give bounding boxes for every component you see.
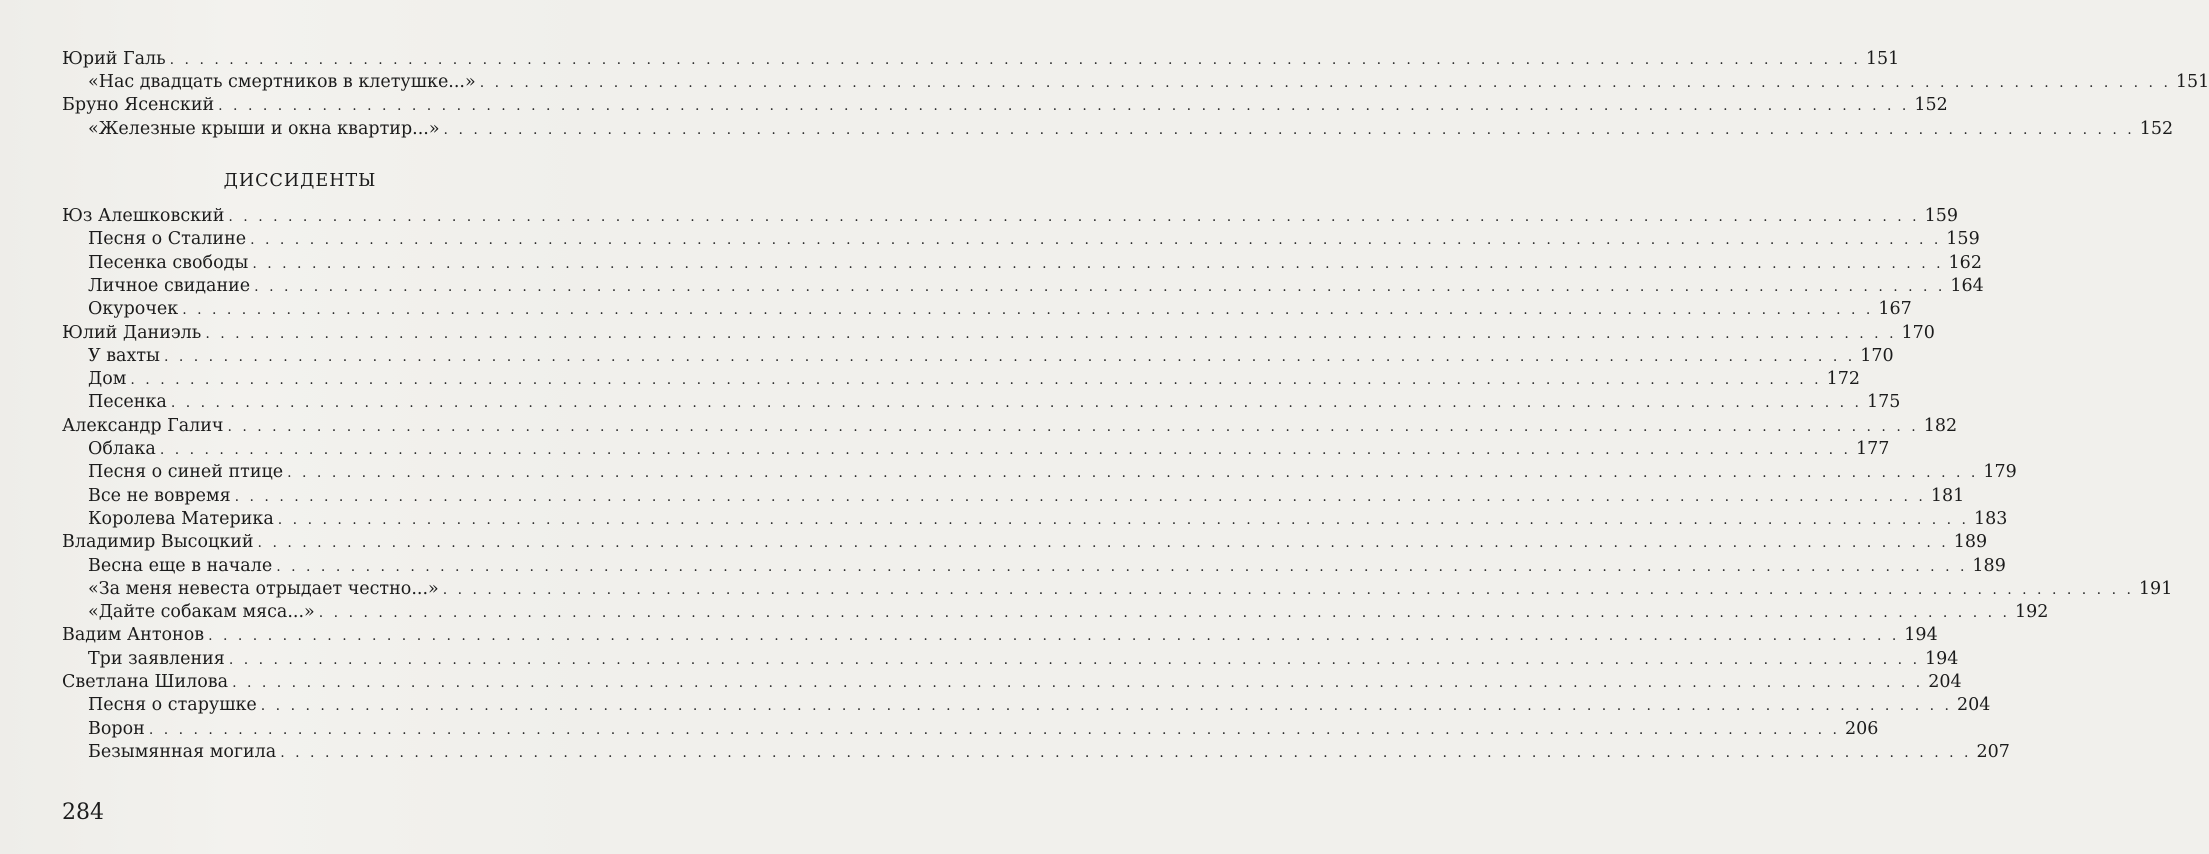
toc-entry-title: Ворон [88,718,145,739]
dot-leader: . . . . . . . . . . . . . . . . . . . . . . . . . . . . . . . . . . . . . . . . . . . . . . . . . . . . . . . . . . . . . . . . . . . . . . . . . . . . . . . . . . . . . . . . . . . . . . . . . . . . . . . . . . . . . . . . . . [257,535,1949,552]
toc-author-entry [62,94,1948,117]
toc-work-entry [88,578,2173,601]
toc-work-entry [88,345,1894,368]
toc-entry-title: Песенка [88,392,167,413]
toc-work-entry [88,694,1991,717]
toc-work-entry [88,368,1860,391]
toc-entry-page: 183 [1973,508,2008,529]
toc-entry-page: 206 [1845,718,1879,739]
toc-entry-title: Светлана Шилова [62,672,229,692]
toc-entry-title: Весна еще в начале [88,555,273,576]
dot-leader: . . . . . . . . . . . . . . . . . . . . . . . . . . . . . . . . . . . . . . . . . . . . . . . . . . . . . . . . . . . . . . . . . . . . . . . . . . . . . . . . . . . . . . . . . . . . . . . . . . . . . . . . . . . . . . . . . . [227,418,1919,435]
toc-work-entry [88,648,1959,671]
toc-entry-title: «Дайте собакам мяса...» [88,602,315,623]
toc-author-entry [62,415,1958,438]
toc-entry-page: 194 [1925,648,1959,669]
toc-work-entry [88,461,2017,484]
toc-entry-page: 167 [1878,299,1912,320]
toc-author-entry [62,205,1958,228]
toc-entry-page: 192 [2014,602,2049,623]
toc-entry-page: 162 [1948,252,1982,273]
toc-work-entry [88,118,2174,141]
dot-leader: . . . . . . . . . . . . . . . . . . . . . . . . . . . . . . . . . . . . . . . . . . . . . . . . . . . . . . . . . . . . . . . . . . . . . . . . . . . . . . . . . . . . . . . . . . . . . . . . . . . . . . . . . . . . . . . . . . [228,651,1921,668]
toc-work-entry [88,555,2006,578]
toc-entry-page: 204 [1928,672,1962,692]
toc-work-entry [88,298,1912,321]
toc-entry-title: Песня о синей птице [88,462,284,483]
toc-entry-page: 175 [1867,392,1901,413]
toc-work-entry [88,391,1901,414]
dot-leader: . . . . . . . . . . . . . . . . . . . . . . . . . . . . . . . . . . . . . . . . . . . . . . . . . . . . . . . . . . . . . . . . . . . . . . . . . . . . . . . . . . . . . . . . . . . . . . . . . . . . . . . . . . . . . . . . . . [169,52,1861,68]
toc-entry-title: Вадим Антонов [62,625,205,646]
toc-entry-title: Королева Материка [88,508,274,529]
toc-entry-page: 179 [1983,462,2017,483]
dot-leader: . . . . . . . . . . . . . . . . . . . . . . . . . . . . . . . . . . . . . . . . . . . . . . . . . . . . . . . . . . . . . . . . . . . . . . . . . . . . . . . . . . . . . . . . . . . . . . . . . . . . . . . . . . . . . . . . . . [276,558,1968,575]
toc-entry-title: У вахты [88,345,160,366]
dot-leader: . . . . . . . . . . . . . . . . . . . . . . . . . . . . . . . . . . . . . . . . . . . . . . . . . . . . . . . . . . . . . . . . . . . . . . . . . . . . . . . . . . . . . . . . . . . . . . . . . . . . . . . . . . . . . . . . . . [442,581,2134,598]
dot-leader: . . . . . . . . . . . . . . . . . . . . . . . . . . . . . . . . . . . . . . . . . . . . . . . . . . . . . . . . . . . . . . . . . . . . . . . . . . . . . . . . . . . . . . . . . . . . . . . . . . . . . . . . . . . . . . . . . . [250,232,1942,249]
toc-entry-title: Владимир Высоцкий [62,532,254,553]
toc-entry-title: Безымянная могила [88,741,277,762]
toc-entry-title: Песенка свободы [88,252,249,273]
toc-entry-page: 170 [1901,322,1935,343]
toc-work-entry [88,718,1879,741]
dot-leader: . . . . . . . . . . . . . . . . . . . . . . . . . . . . . . . . . . . . . . . . . . . . . . . . . . . . . . . . . . . . . . . . . . . . . . . . . . . . . . . . . . . . . . . . . . . . . . . . . . . . . . . . . . . . . . . . . . [148,721,1841,738]
toc-work-entry [88,71,2209,94]
toc-entry-title: Личное свидание [88,275,251,296]
toc-entry-page: 164 [1950,275,1984,296]
toc-entry-title: Дом [88,369,127,390]
toc-entry-page: 204 [1956,695,1991,716]
dot-leader: . . . . . . . . . . . . . . . . . . . . . . . . . . . . . . . . . . . . . . . . . . . . . . . . . . . . . . . . . . . . . . . . . . . . . . . . . . . . . . . . . . . . . . . . . . . . . . . . . . . . . . . . . . . . . . . . . . [280,744,1972,761]
toc-work-entry [88,741,2010,764]
toc-author-entry [62,624,1938,647]
dot-leader: . . . . . . . . . . . . . . . . . . . . . . . . . . . . . . . . . . . . . . . . . . . . . . . . . . . . . . . . . . . . . . . . . . . . . . . . . . . . . . . . . . . . . . . . . . . . . . . . . . . . . . . . . . . . . . . . . . [159,442,1852,458]
toc-work-entry [88,228,1980,251]
toc-entry-title: «За меня невеста отрыдает честно...» [88,578,439,599]
dot-leader: . . . . . . . . . . . . . . . . . . . . . . . . . . . . . . . . . . . . . . . . . . . . . . . . . . . . . . . . . . . . . . . . . . . . . . . . . . . . . . . . . . . . . . . . . . . . . . . . . . . . . . . . . . . . . . . . . . [254,278,1946,295]
toc-work-entry [88,438,1890,461]
toc-entry-page: 159 [1924,206,1958,226]
toc-work-entry [88,485,1965,508]
toc-entry-title: Песня о Сталине [88,229,247,250]
toc-entry-title: Александр Галич [62,415,224,436]
toc-entry-title: Песня о старушке [88,695,257,716]
dot-leader: . . . . . . . . . . . . . . . . . . . . . . . . . . . . . . . . . . . . . . . . . . . . . . . . . . . . . . . . . . . . . . . . . . . . . . . . . . . . . . . . . . . . . . . . . . . . . . . . . . . . . . . . . . . . . . . . . . [228,209,1920,225]
toc-entry-page: 159 [1946,229,1980,250]
toc-entry-page: 152 [2139,118,2174,139]
toc-entry-page: 207 [1976,741,2010,762]
toc-entry-title: «Нас двадцать смертников в клетушке...» [88,72,476,93]
toc-entry-title: Все не вовремя [88,485,231,506]
toc-entry-page: 170 [1860,345,1894,366]
toc-entry-title: Юз Алешковский [62,206,225,226]
toc-work-entry [88,252,1982,275]
dot-leader: . . . . . . . . . . . . . . . . . . . . . . . . . . . . . . . . . . . . . . . . . . . . . . . . . . . . . . . . . . . . . . . . . . . . . . . . . . . . . . . . . . . . . . . . . . . . . . . . . . . . . . . . . . . . . . . . . . [260,698,1952,715]
dot-leader: . . . . . . . . . . . . . . . . . . . . . . . . . . . . . . . . . . . . . . . . . . . . . . . . . . . . . . . . . . . . . . . . . . . . . . . . . . . . . . . . . . . . . . . . . . . . . . . . . . . . . . . . . . . . . . . . . . [443,121,2135,138]
dot-leader: . . . . . . . . . . . . . . . . . . . . . . . . . . . . . . . . . . . . . . . . . . . . . . . . . . . . . . . . . . . . . . . . . . . . . . . . . . . . . . . . . . . . . . . . . . . . . . . . . . . . . . . . . . . . . . . . . . [232,675,1924,691]
toc-entry-title: Бруно Ясенский [62,95,215,116]
toc-author-entry [62,531,1988,554]
toc-entry-page: 194 [1904,625,1938,646]
toc-author-entry [62,48,1900,71]
toc-entry-page: 152 [1914,95,1948,116]
toc-work-entry [88,601,2049,624]
toc-entry-page: 189 [1953,532,1988,553]
toc-work-entry [88,275,1984,298]
toc-entry-page: 191 [2138,578,2173,599]
dot-leader: . . . . . . . . . . . . . . . . . . . . . . . . . . . . . . . . . . . . . . . . . . . . . . . . . . . . . . . . . . . . . . . . . . . . . . . . . . . . . . . . . . . . . . . . . . . . . . . . . . . . . . . . . . . . . . . . . . [208,628,1900,645]
dot-leader: . . . . . . . . . . . . . . . . . . . . . . . . . . . . . . . . . . . . . . . . . . . . . . . . . . . . . . . . . . . . . . . . . . . . . . . . . . . . . . . . . . . . . . . . . . . . . . . . . . . . . . . . . . . . . . . . . . [170,395,1863,412]
dot-leader: . . . . . . . . . . . . . . . . . . . . . . . . . . . . . . . . . . . . . . . . . . . . . . . . . . . . . . . . . . . . . . . . . . . . . . . . . . . . . . . . . . . . . . . . . . . . . . . . . . . . . . . . . . . . . . . . . . [318,605,2010,622]
section-heading: ДИССИДЕНТЫ [223,171,377,191]
dot-leader: . . . . . . . . . . . . . . . . . . . . . . . . . . . . . . . . . . . . . . . . . . . . . . . . . . . . . . . . . . . . . . . . . . . . . . . . . . . . . . . . . . . . . . . . . . . . . . . . . . . . . . . . . . . . . . . . . . [130,372,1822,389]
page-number-folio: 284 [62,800,104,825]
dot-leader: . . . . . . . . . . . . . . . . . . . . . . . . . . . . . . . . . . . . . . . . . . . . . . . . . . . . . . . . . . . . . . . . . . . . . . . . . . . . . . . . . . . . . . . . . . . . . . . . . . . . . . . . . . . . . . . . . . [277,511,1969,528]
dot-leader: . . . . . . . . . . . . . . . . . . . . . . . . . . . . . . . . . . . . . . . . . . . . . . . . . . . . . . . . . . . . . . . . . . . . . . . . . . . . . . . . . . . . . . . . . . . . . . . . . . . . . . . . . . . . . . . . . . [163,348,1856,365]
dot-leader: . . . . . . . . . . . . . . . . . . . . . . . . . . . . . . . . . . . . . . . . . . . . . . . . . . . . . . . . . . . . . . . . . . . . . . . . . . . . . . . . . . . . . . . . . . . . . . . . . . . . . . . . . . . . . . . . . . [234,488,1926,505]
toc-entry-title: Окурочек [88,299,179,320]
dot-leader: . . . . . . . . . . . . . . . . . . . . . . . . . . . . . . . . . . . . . . . . . . . . . . . . . . . . . . . . . . . . . . . . . . . . . . . . . . . . . . . . . . . . . . . . . . . . . . . . . . . . . . . . . . . . . . . . . . [287,465,1979,482]
toc-entry-title: Юлий Даниэль [62,322,202,343]
dot-leader: . . . . . . . . . . . . . . . . . . . . . . . . . . . . . . . . . . . . . . . . . . . . . . . . . . . . . . . . . . . . . . . . . . . . . . . . . . . . . . . . . . . . . . . . . . . . . . . . . . . . . . . . . . . . . . . . . . [218,98,1910,115]
toc-entry-page: 189 [1972,555,2006,576]
toc-entry-title: Облака [88,439,156,459]
dot-leader: . . . . . . . . . . . . . . . . . . . . . . . . . . . . . . . . . . . . . . . . . . . . . . . . . . . . . . . . . . . . . . . . . . . . . . . . . . . . . . . . . . . . . . . . . . . . . . . . . . . . . . . . . . . . . . . . . . [252,255,1944,272]
toc-entry-page: 177 [1856,439,1890,459]
toc-entry-page: 151 [2175,72,2209,93]
toc-entry-page: 172 [1826,369,1860,390]
toc-entry-title: «Железные крыши и окна квартир...» [88,118,440,139]
toc-entry-page: 182 [1923,415,1958,436]
dot-leader: . . . . . . . . . . . . . . . . . . . . . . . . . . . . . . . . . . . . . . . . . . . . . . . . . . . . . . . . . . . . . . . . . . . . . . . . . . . . . . . . . . . . . . . . . . . . . . . . . . . . . . . . . . . . . . . . . . [479,75,2171,92]
toc-author-entry [62,671,1962,694]
dot-leader: . . . . . . . . . . . . . . . . . . . . . . . . . . . . . . . . . . . . . . . . . . . . . . . . . . . . . . . . . . . . . . . . . . . . . . . . . . . . . . . . . . . . . . . . . . . . . . . . . . . . . . . . . . . . . . . . . . [182,302,1874,319]
dot-leader: . . . . . . . . . . . . . . . . . . . . . . . . . . . . . . . . . . . . . . . . . . . . . . . . . . . . . . . . . . . . . . . . . . . . . . . . . . . . . . . . . . . . . . . . . . . . . . . . . . . . . . . . . . . . . . . . . . [205,325,1897,342]
toc-work-entry [88,508,2008,531]
toc-author-entry [62,322,1935,345]
toc-entry-title: Три заявления [88,648,225,669]
toc-entry-title: Юрий Галь [62,49,166,69]
toc-entry-page: 151 [1865,49,1900,69]
toc-entry-page: 181 [1930,485,1965,506]
